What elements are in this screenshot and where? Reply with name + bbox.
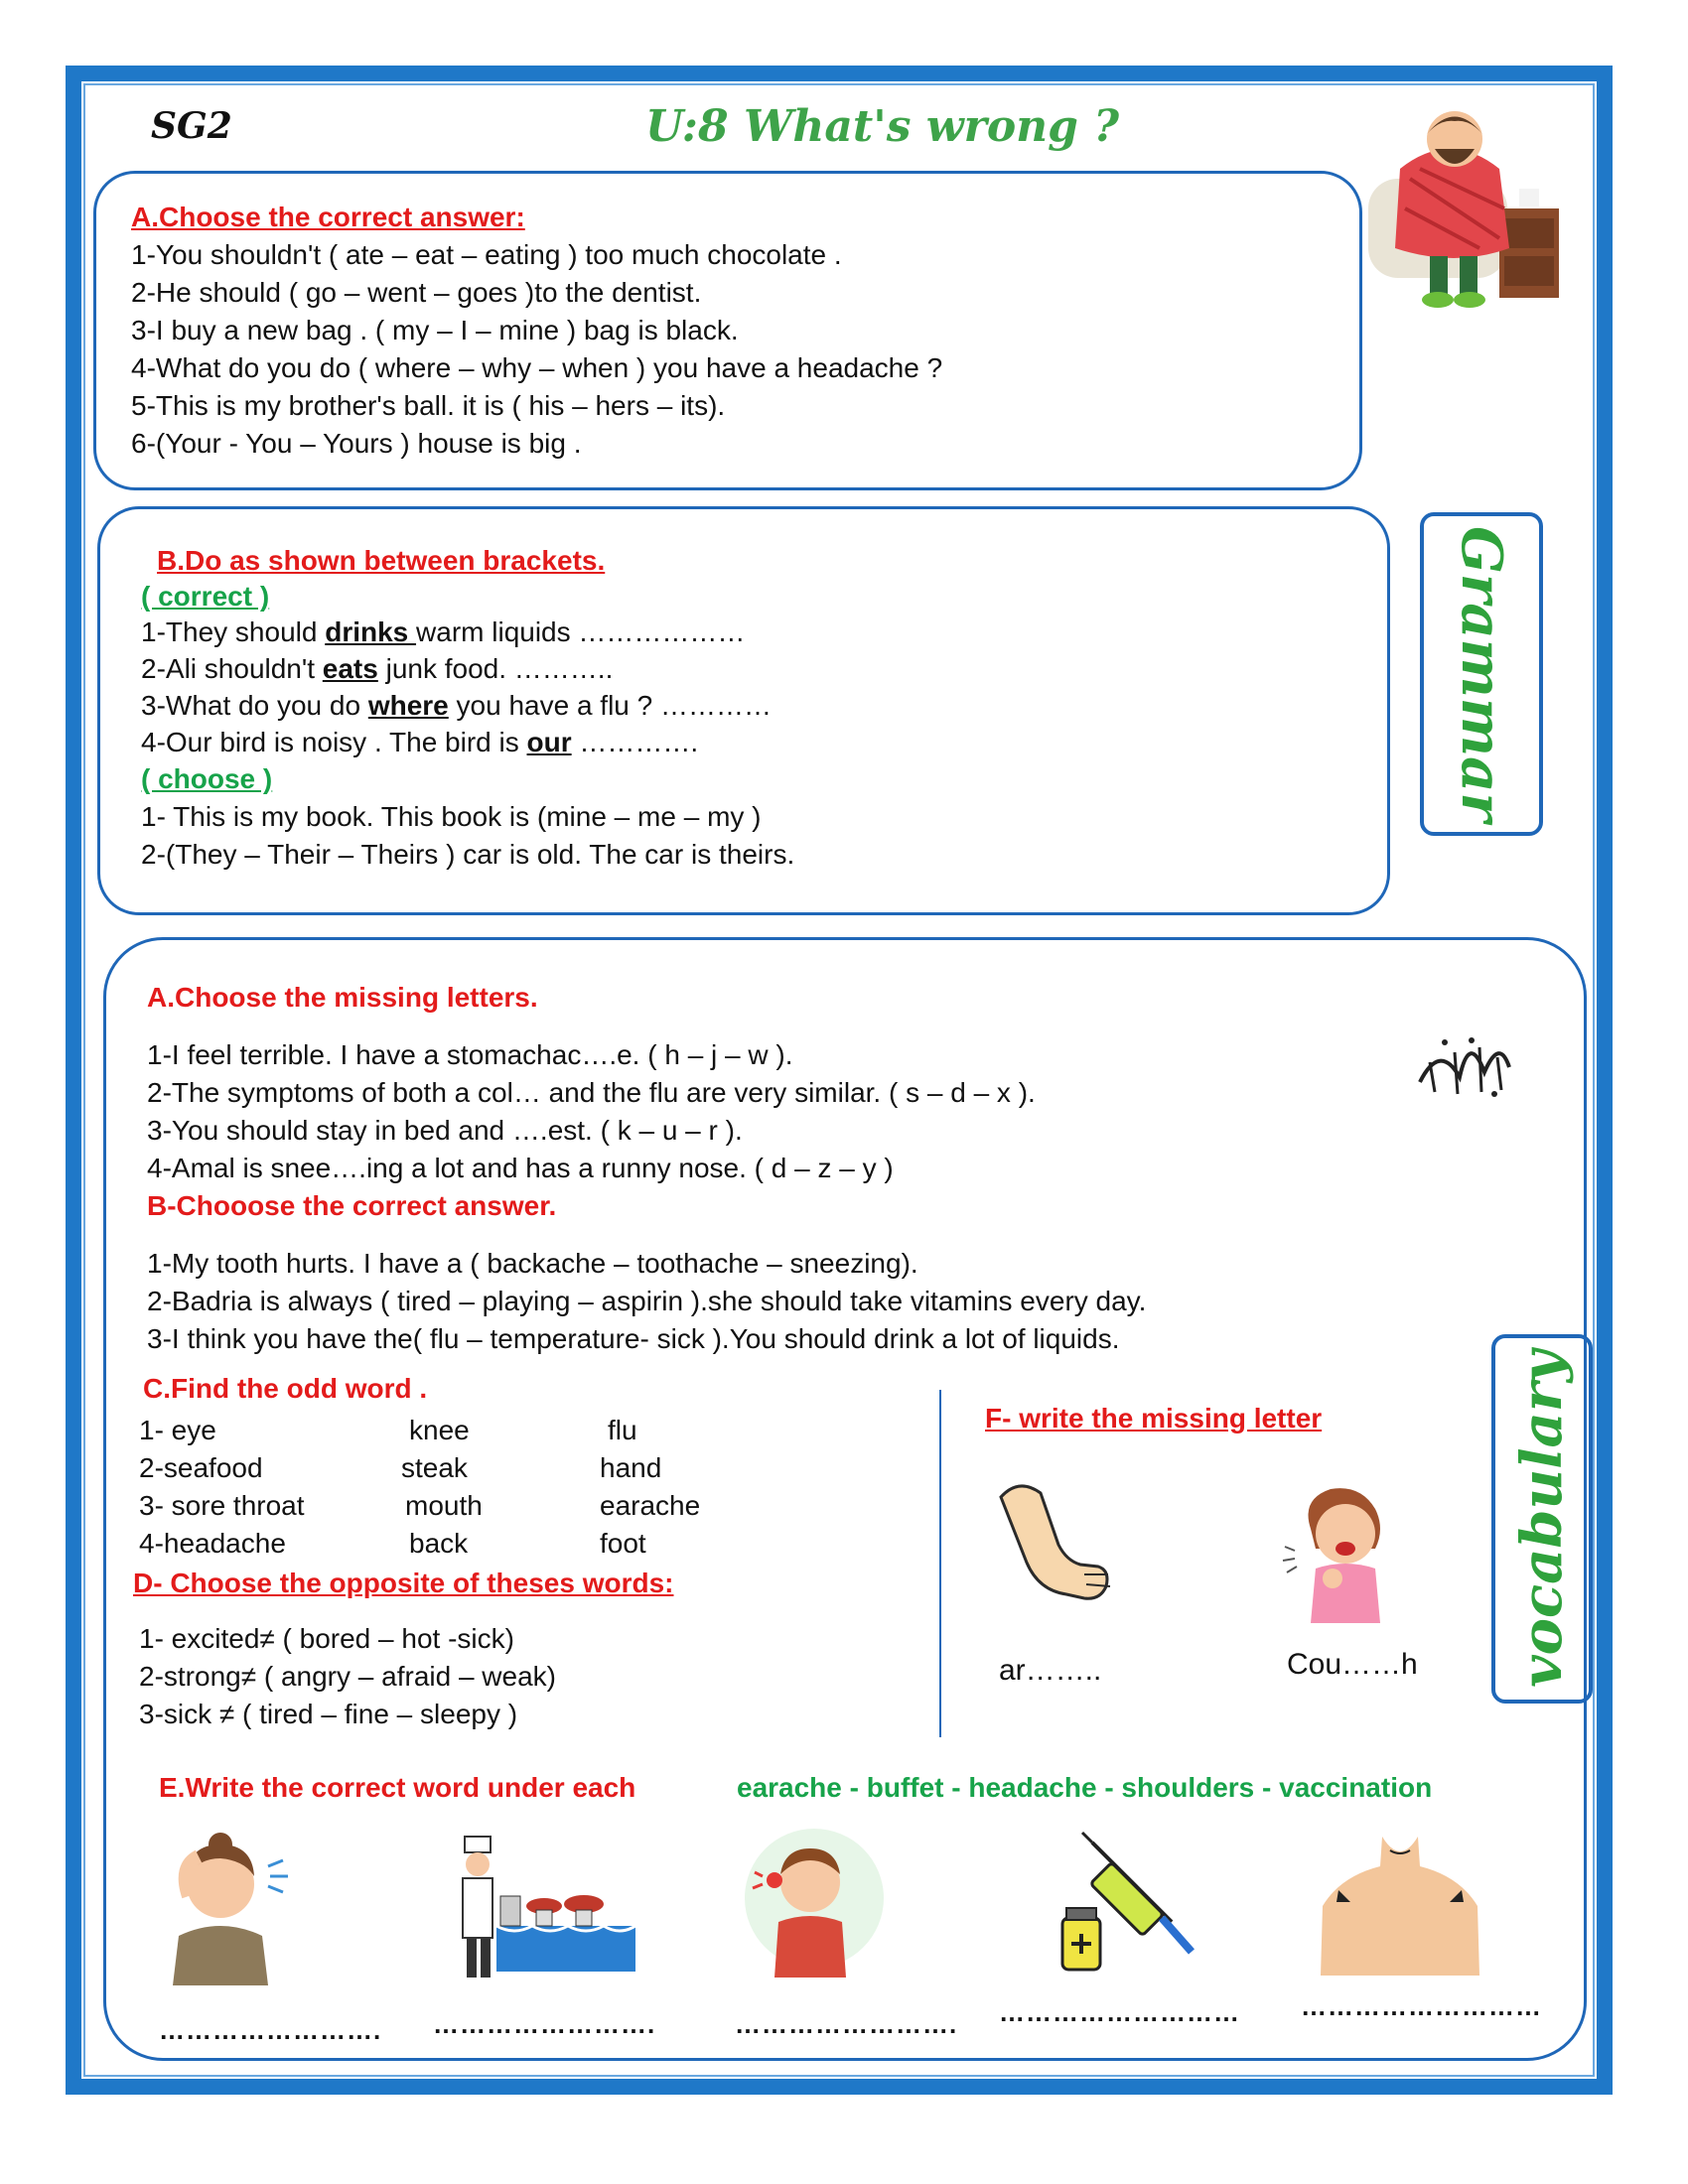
- vocab-d-item: 2-strong≠ ( angry – afraid – weak): [139, 1661, 556, 1692]
- vocabulary-side-label: vocabulary: [1509, 1350, 1575, 1688]
- buffet-illustration: [445, 1827, 643, 1985]
- vocab-a-item: 3-You should stay in bed and ….est. ( k – u – r ).: [147, 1115, 743, 1146]
- correct-label: ( correct ): [141, 581, 270, 612]
- headache-woman-illustration: [149, 1827, 308, 1985]
- odd-word-cell: foot: [600, 1528, 646, 1559]
- grammar-b-correct-item: 3-What do you do where you have a flu ? …………: [141, 690, 773, 721]
- sheet-code: SG2: [151, 105, 232, 147]
- vaccination-illustration: [1053, 1823, 1211, 1981]
- odd-word-cell: 3- sore throat: [139, 1490, 305, 1521]
- vocab-d-item: 3-sick ≠ ( tired – fine – sleepy ): [139, 1699, 518, 1729]
- earache-boy-illustration: [735, 1819, 894, 1987]
- grammar-a-heading: A.Choose the correct answer:: [131, 202, 525, 232]
- vocab-f-heading: F- write the missing letter: [985, 1403, 1323, 1433]
- grammar-b-correct-item: 1-They should drinks warm liquids ………………: [141, 616, 746, 647]
- missing-letter-cough: Cou……h: [1287, 1648, 1418, 1681]
- answer-blank[interactable]: ………………………: [999, 1997, 1240, 2027]
- vocab-d-heading: D- Choose the opposite of theses words:: [133, 1568, 674, 1598]
- calligraphy-ornament: [1410, 1023, 1519, 1102]
- odd-word-cell: earache: [600, 1490, 701, 1521]
- vocab-d-item: 1- excited≠ ( bored – hot -sick): [139, 1623, 514, 1654]
- odd-word-cell: hand: [600, 1452, 662, 1483]
- grammar-b-correct-item: 2-Ali shouldn't eats junk food. ………..: [141, 653, 614, 684]
- word-bank: earache - buffet - headache - shoulders - vaccination: [737, 1772, 1433, 1803]
- grammar-b-correct-item: 4-Our bird is noisy . The bird is our ………….: [141, 727, 699, 757]
- vocab-b-item: 1-My tooth hurts. I have a ( backache – toothache – sneezing).: [147, 1248, 918, 1279]
- odd-word-cell: flu: [608, 1415, 637, 1445]
- answer-blank[interactable]: …………………….: [159, 2015, 382, 2045]
- vocab-a-heading: A.Choose the missing letters.: [147, 982, 538, 1013]
- vocab-b-heading: B-Chooose the correct answer.: [147, 1190, 557, 1221]
- vocab-e-heading: E.Write the correct word under each: [159, 1772, 636, 1803]
- grammar-a-item: 2-He should ( go – went – goes )to the dentist.: [131, 277, 702, 308]
- grammar-b-choose-item: 2-(They – Their – Theirs ) car is old. The car is theirs.: [141, 839, 795, 870]
- odd-word-cell: 2-seafood: [139, 1452, 263, 1483]
- vocab-a-item: 4-Amal is snee….ing a lot and has a runny nose. ( d – z – y ): [147, 1153, 894, 1183]
- missing-letter-arm: ar……..: [999, 1654, 1102, 1687]
- grammar-b-choose-item: 1- This is my book. This book is (mine – me – my ): [141, 801, 762, 832]
- odd-word-cell: 4-headache: [139, 1528, 286, 1559]
- odd-word-cell: steak: [401, 1452, 468, 1483]
- answer-blank[interactable]: …………………….: [433, 2009, 656, 2039]
- vocab-b-item: 2-Badria is always ( tired – playing – aspirin ).she should take vitamins every day.: [147, 1286, 1147, 1316]
- answer-blank[interactable]: ………………………: [1301, 1991, 1542, 2021]
- answer-blank[interactable]: …………………….: [735, 2009, 958, 2039]
- column-divider: [939, 1390, 941, 1737]
- vocab-a-item: 2-The symptoms of both a col… and the flu are very similar. ( s – d – x ).: [147, 1077, 1036, 1108]
- odd-word-cell: back: [409, 1528, 469, 1559]
- grammar-a-item: 3-I buy a new bag . ( my – I – mine ) bag is black.: [131, 315, 739, 345]
- grammar-a-item: 4-What do you do ( where – why – when ) you have a headache ?: [131, 352, 943, 383]
- grammar-b-heading: B.Do as shown between brackets.: [157, 545, 606, 576]
- grammar-a-item: 1-You shouldn't ( ate – eat – eating ) too much chocolate .: [131, 239, 842, 270]
- odd-word-cell: mouth: [405, 1490, 483, 1521]
- grammar-a-item: 6-(Your - You – Yours ) house is big .: [131, 428, 582, 459]
- odd-word-cell: knee: [409, 1415, 470, 1445]
- vocab-a-item: 1-I feel terrible. I have a stomachac….e. ( h – j – w ).: [147, 1039, 793, 1070]
- arm-illustration: [989, 1475, 1118, 1614]
- odd-word-cell: 1- eye: [139, 1415, 216, 1445]
- vocab-b-item: 3-I think you have the( flu – temperature- sick ).You should drink a lot of liquids.: [147, 1323, 1120, 1354]
- sick-man-illustration: [1360, 89, 1589, 313]
- grammar-a-item: 5-This is my brother's ball. it is ( his – hers – its).: [131, 390, 726, 421]
- page-title: U:8 What's wrong ?: [645, 101, 1120, 152]
- choose-label: ( choose ): [141, 763, 273, 794]
- coughing-girl-illustration: [1281, 1469, 1410, 1628]
- shoulders-illustration: [1311, 1827, 1489, 1985]
- grammar-side-label: Grammar: [1449, 526, 1514, 822]
- vocab-c-heading: C.Find the odd word .: [143, 1373, 428, 1404]
